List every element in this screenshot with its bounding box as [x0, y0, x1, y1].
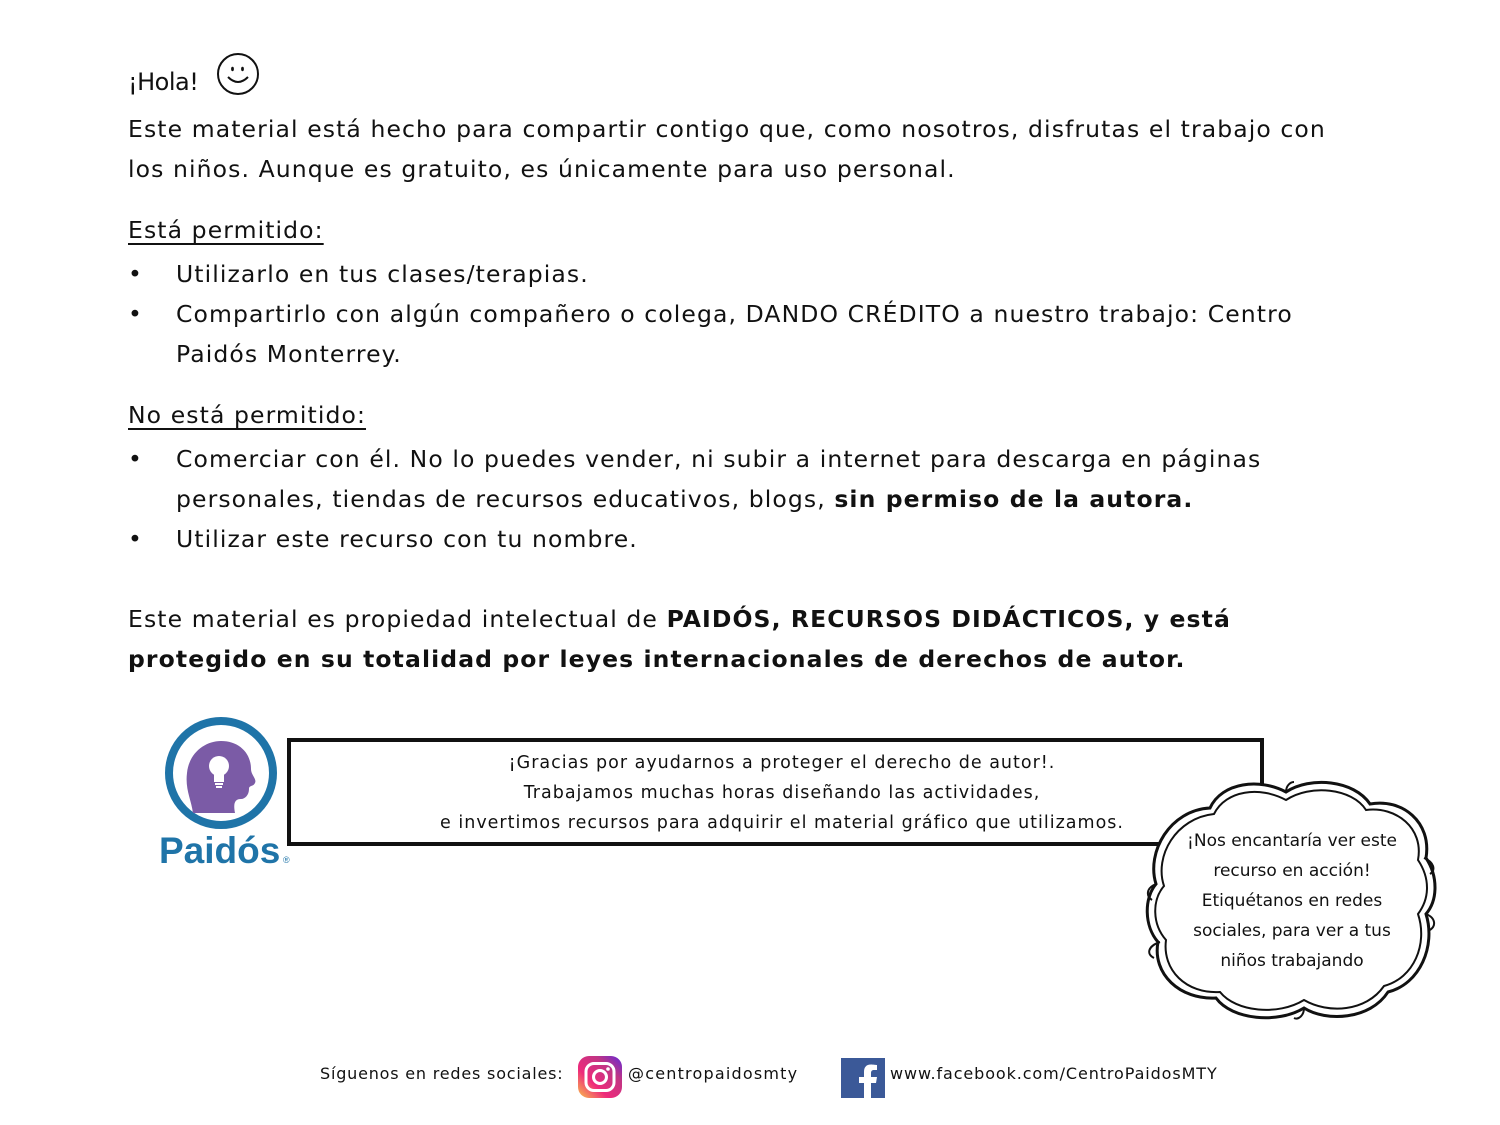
- instagram-handle[interactable]: @centropaidosmty: [628, 1064, 799, 1083]
- facebook-link[interactable]: www.facebook.com/CentroPaidosMTY: [890, 1064, 1218, 1083]
- not-allowed-heading: No está permitido:: [128, 401, 367, 429]
- not-allowed-list: [128, 439, 1378, 559]
- instagram-icon[interactable]: [577, 1055, 623, 1099]
- paidos-logo: [155, 717, 295, 872]
- intro-paragraph: Este material está hecho para compartir contigo que, como nosotros, disfrutas el trabajo con los niños. Aunque es gratuito, es únicamente para uso personal.: [128, 115, 1326, 183]
- greeting: ¡Hola!: [128, 68, 199, 96]
- svg-text:Paidós: Paidós: [159, 830, 281, 871]
- svg-text:®: ®: [283, 855, 290, 865]
- allowed-list: [128, 254, 1378, 374]
- social-label: Síguenos en redes sociales:: [320, 1064, 564, 1083]
- facebook-icon[interactable]: [841, 1058, 885, 1098]
- allowed-heading: Está permitido:: [128, 216, 324, 244]
- property-paragraph: Este material es propiedad intelectual de PAIDÓS, RECURSOS DIDÁCTICOS, y está protegido en su totalidad por leyes internacionales de derechos de autor.: [128, 605, 1231, 673]
- smiley-icon: [215, 52, 261, 98]
- list-item: • Compartirlo con algún compañero o colega, DANDO CRÉDITO a nuestro trabajo: Centro Paidós Monterrey.: [128, 300, 1293, 368]
- list-item: • Utilizar este recurso con tu nombre.: [128, 525, 638, 553]
- list-item: • Comerciar con él. No lo puedes vender, ni subir a internet para descarga en páginas personales, tiendas de recursos educativos, blogs, sin permiso de la autora.: [128, 445, 1262, 513]
- cloud-message: ¡Nos encantaría ver este recurso en acción! Etiquétanos en redes sociales, para ver a tus niños trabajando: [1187, 831, 1397, 971]
- thanks-message: ¡Gracias por ayudarnos a proteger el derecho de autor!. Trabajamos muchas horas diseñando las actividades, e invertimos recursos para adquirir el material gráfico que utilizamos.: [440, 753, 1124, 833]
- list-item: • Utilizarlo en tus clases/terapias.: [128, 260, 589, 288]
